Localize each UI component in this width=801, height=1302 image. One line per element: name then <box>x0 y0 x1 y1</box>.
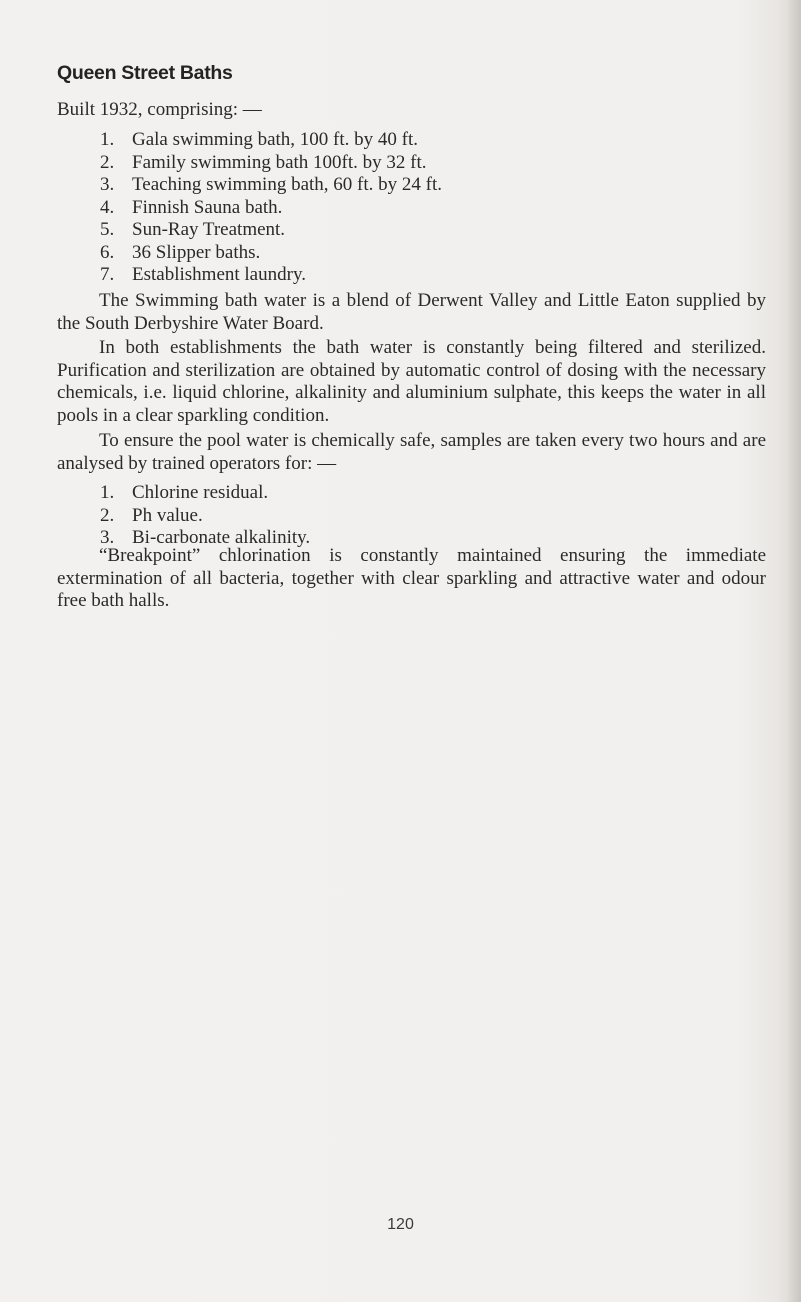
list-item-text: Ph value. <box>132 504 203 526</box>
water-supply-paragraph: The Swimming bath water is a blend of Derwent Valley and Little Eaton supplied by the South Derbyshire Water Board. <box>57 290 766 334</box>
list-item-number: 1. <box>100 482 115 503</box>
page-number: 120 <box>387 1216 414 1233</box>
intro-line: Built 1932, comprising: — <box>57 99 262 120</box>
list-item-number: 1. <box>100 129 115 150</box>
list-item-text: Establishment laundry. <box>132 264 306 285</box>
list-item-text: Teaching swimming bath, 60 ft. by 24 ft. <box>132 174 443 195</box>
list-item-text: Gala swimming bath, 100 ft. by 40 ft. <box>132 129 419 150</box>
list-item-number: 3. <box>100 174 115 195</box>
list-item-number: 3. <box>100 527 115 548</box>
list-item-number: 2. <box>100 151 115 173</box>
list-item-text: Chlorine residual. <box>132 482 269 503</box>
list-item-text: Finnish Sauna bath. <box>132 196 283 218</box>
list-item-number: 5. <box>100 219 115 240</box>
list-item-number: 6. <box>100 241 115 263</box>
samples-paragraph: To ensure the pool water is chemically safe, samples are taken every two hours and are analysed by trained operators for: — <box>57 430 766 474</box>
list-item-number: 4. <box>100 196 115 218</box>
list-item-text: Bi-carbonate alkalinity. <box>132 527 311 548</box>
list-item-number: 7. <box>100 264 115 285</box>
list-item-text: 36 Slipper baths. <box>132 241 261 263</box>
list-item-number: 2. <box>100 504 115 526</box>
filtration-paragraph: In both establishments the bath water is constantly being filtered and sterilized. Purification and sterilization are obtained by automatic control of dosing with the necessary chemicals, i.e. liquid chlorine, alkalinity and aluminium sulphate, this keeps the water in all pools in a clear sparkling condition. <box>57 337 766 426</box>
section-heading: Queen Street Baths <box>57 62 233 84</box>
list-item-text: Family swimming bath 100ft. by 32 ft. <box>132 151 427 173</box>
page-edge-shadow <box>787 0 801 1302</box>
breakpoint-paragraph: “Breakpoint” chlorination is constantly maintained ensuring the immediate extermination of all bacteria, together with clear sparkling and attractive water and odour free bath halls. <box>57 545 766 611</box>
list-item-text: Sun-Ray Treatment. <box>132 219 286 240</box>
